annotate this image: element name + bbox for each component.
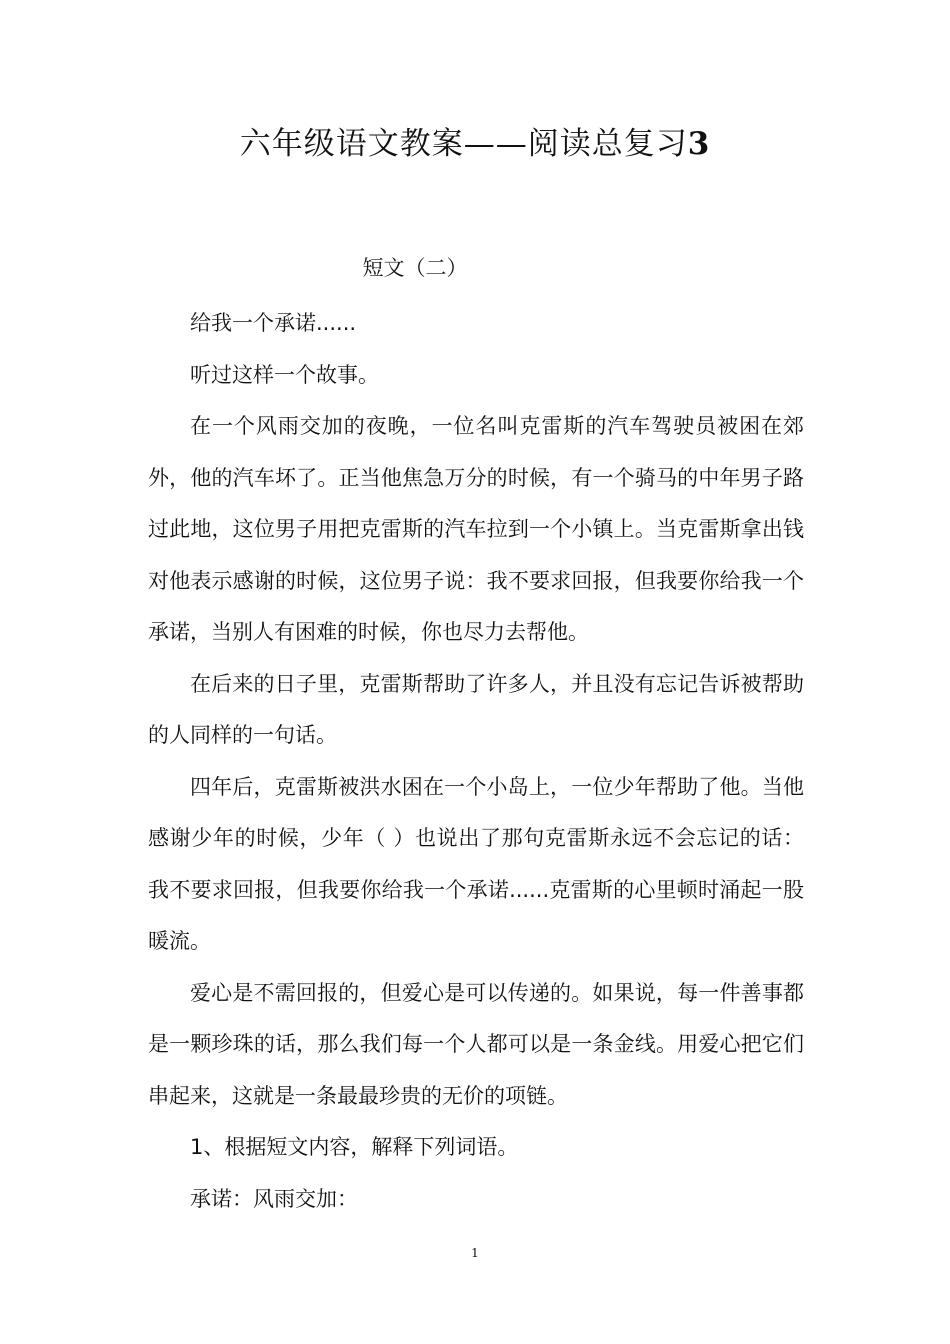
- paragraph-four-years-later: 四年后，克雷斯被洪水困在一个小岛上，一位少年帮助了他。当他感谢少年的时候，少年（ ）也说出了那句克雷斯永远不会忘记的话：我不要求回报，但我要你给我一个承诺......克雷斯的心里顿时涌起一股暖流。: [148, 774, 804, 953]
- paragraph-later-days: 在后来的日子里，克雷斯帮助了许多人，并且没有忘记告诉被帮助的人同样的一句话。: [148, 671, 804, 747]
- paragraph-story: 在一个风雨交加的夜晚，一位名叫克雷斯的汽车驾驶员被困在郊外，他的汽车坏了。正当他焦急万分的时候，有一个骑马的中年男子路过此地，这位男子用把克雷斯的汽车拉到一个小镇上。当克雷斯拿出钱对他表示感谢的时候，这位男子说：我不要求回报，但我要你给我一个承诺，当别人有困难的时候，你也尽力去帮他。: [148, 414, 804, 644]
- question-1-terms: 承诺：风雨交加：: [190, 1186, 358, 1211]
- paragraph-heading-line: 给我一个承诺......: [190, 311, 357, 335]
- paragraph-conclusion: 爱心是不需回报的，但爱心是可以传递的。如果说，每一件善事都是一颗珍珠的话，那么我们每一个人都可以是一条金线。用爱心把它们串起来，这就是一条最最珍贵的无价的项链。: [148, 980, 804, 1108]
- page-number: 1: [471, 1246, 479, 1260]
- document-body: [148, 298, 804, 1225]
- paragraph-intro: 听过这样一个故事。: [190, 362, 379, 387]
- title-number: 3: [687, 126, 711, 162]
- question-1: 1、根据短文内容，解释下列词语。: [190, 1135, 519, 1159]
- document-title: [0, 118, 950, 170]
- title-text: 六年级语文教案——阅读总复习: [239, 126, 688, 162]
- section-subtitle: 短文（二）: [362, 256, 468, 280]
